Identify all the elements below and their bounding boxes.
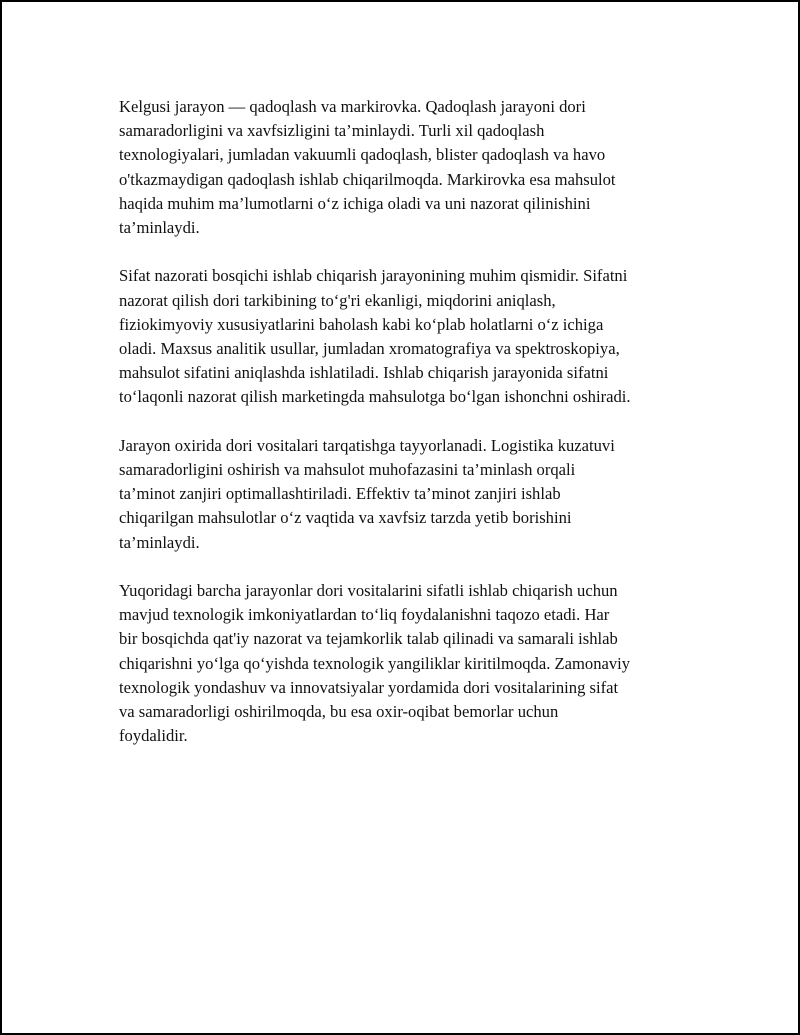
text-line: Sifat nazorati bosqichi ishlab chiqarish jarayonining muhim qismidir. Sifatni [119,266,628,286]
text-line: ta’minot zanjiri optimallashtiriladi. Effektiv ta’minot zanjiri ishlab [119,484,561,504]
paragraph-distribution [119,434,694,555]
text-line: foydalidir. [119,726,188,746]
text-line: bir bosqichda qat'iy nazorat va tejamkorlik talab qilinadi va samarali ishlab [119,629,618,649]
text-line: mahsulot sifatini aniqlashda ishlatiladi. Ishlab chiqarish jarayonida sifatni [119,363,609,383]
text-line: ta’minlaydi. [119,218,200,238]
text-line: haqida muhim ma’lumotlarni o‘z ichiga oladi va uni nazorat qilinishini [119,193,591,213]
text-line: ta’minlaydi. [119,532,200,552]
text-line: o'tkazmaydigan qadoqlash ishlab chiqarilmoqda. Markirovka esa mahsulot [119,169,616,189]
text-line: oladi. Maxsus analitik usullar, jumladan xromatografiya va spektroskopiya, [119,339,620,359]
text-line: Jarayon oxirida dori vositalari tarqatishga tayyorlanadi. Logistika kuzatuvi [119,435,615,455]
text-line: fiziokimyoviy xususiyatlarini baholash kabi ko‘plab holatlarni o‘z ichiga [119,314,604,334]
text-line: nazorat qilish dori tarkibining to‘g'ri ekanligi, miqdorini aniqlash, [119,290,556,310]
text-line: chiqarishni yo‘lga qo‘yishda texnologik yangiliklar kiritilmoqda. Zamonaviy [119,653,631,673]
text-line: mavjud texnologik imkoniyatlardan to‘liq foydalanishni taqozo etadi. Har [119,605,610,625]
text-line: va samaradorligi oshirilmoqda, bu esa oxir-oqibat bemorlar uchun [119,702,559,722]
text-line: chiqarilgan mahsulotlar o‘z vaqtida va xavfsiz tarzda yetib borishini [119,508,572,528]
text-line: Yuqoridagi barcha jarayonlar dori vositalarini sifatli ishlab chiqarish uchun [119,581,618,601]
text-line: samaradorligini oshirish va mahsulot muhofazasini ta’minlash orqali [119,460,576,480]
text-line: to‘laqonli nazorat qilish marketingda mahsulotga bo‘lgan ishonchni oshiradi. [119,387,631,407]
text-line: texnologik yondashuv va innovatsiyalar yordamida dori vositalarining sifat [119,677,619,697]
paragraph-packaging [119,95,694,240]
text-line: Kelgusi jarayon — qadoqlash va markirovka. Qadoqlash jarayoni dori [119,97,586,116]
text-line: texnologiyalari, jumladan vakuumli qadoqlash, blister qadoqlash va havo [119,145,606,165]
paragraph-quality-control [119,264,694,409]
paragraph-conclusion [119,579,694,748]
document-body [119,95,694,773]
text-line: samaradorligini va xavfsizligini ta’minlaydi. Turli xil qadoqlash [119,121,545,141]
